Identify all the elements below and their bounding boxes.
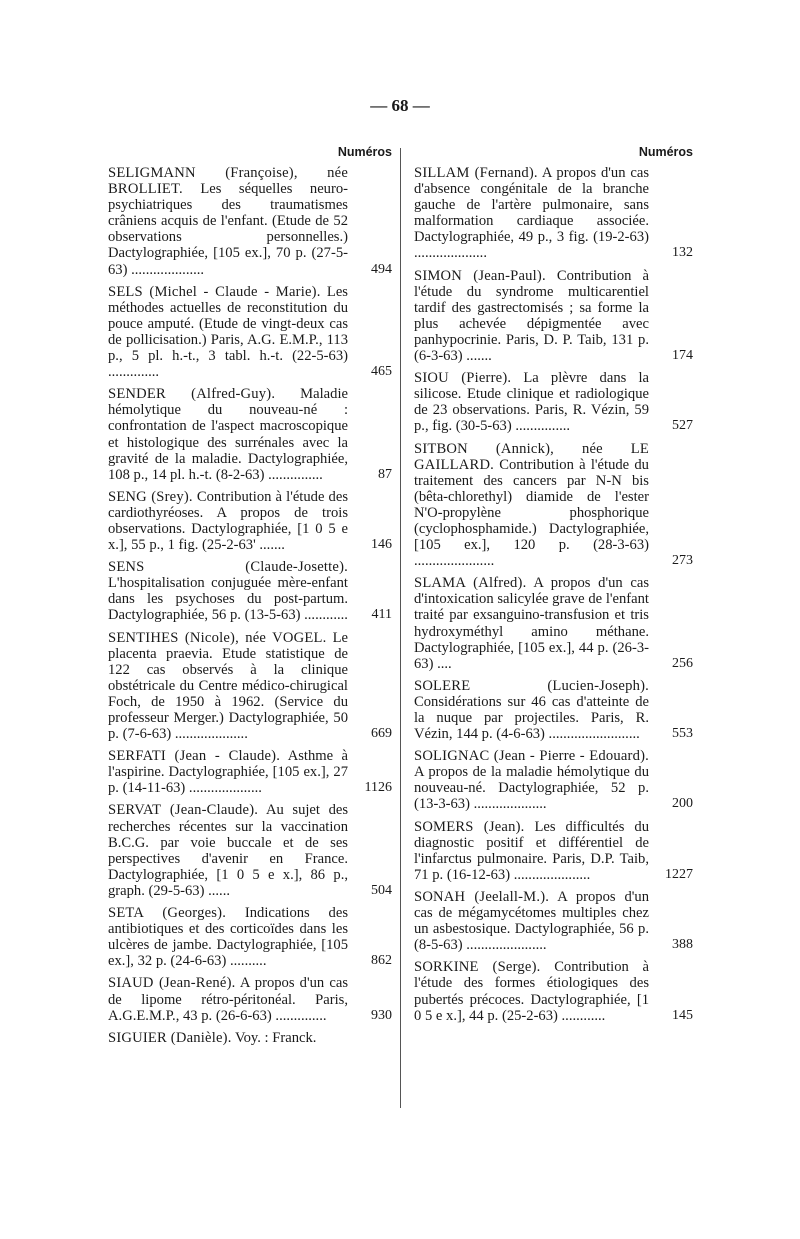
entry-siou — [410, 370, 693, 434]
entry-number: 174 — [672, 348, 693, 364]
page-number: — 68 — — [370, 96, 430, 115]
entry-text: A propos d'un cas d'absence congénitale de la branche gauche de l'artère pulmonaire, sans malformation cardiaque associée. Dactylographiée, 49 p., 3 fig. (19-2-63) .................... — [414, 165, 650, 262]
entry-number: 411 — [371, 607, 392, 623]
entry-sillam — [410, 165, 693, 262]
entry-text: Contribution à l'étude du syndrome multicarentiel tardif des gastrectomisés ; sa forme la plus achevée dépigmentée avec panhypocrinie. Paris, D. P. Taib, 131 p. (6-3-63) ....... — [414, 267, 649, 365]
entry-number: 494 — [371, 261, 392, 277]
entry-author: SORKINE (Serge). — [414, 959, 541, 976]
entry-number: 200 — [672, 796, 693, 812]
entry-author: SOLERE (Lucien-Joseph). — [414, 677, 649, 694]
entry-text: Asthme à l'aspirine. Dactylographiée, [105 ex.], 27 p. (14-11-63) .................... — [108, 748, 349, 797]
entry-sentihes — [104, 630, 392, 743]
entry-sens — [104, 559, 392, 623]
entry-author: SIOU (Pierre). — [414, 370, 512, 387]
entry-number: 273 — [672, 553, 693, 569]
entry-serfati — [104, 748, 392, 796]
entry-author: SERFATI (Jean - Claude). — [108, 748, 281, 765]
entry-author: SOLIGNAC (Jean - Pierre - Edouard). — [414, 748, 649, 765]
entry-solignac — [410, 748, 693, 812]
entry-slama — [410, 575, 693, 672]
entry-sender — [104, 386, 392, 483]
entry-author: SONAH (Jeelall-M.). — [414, 888, 550, 905]
right-column — [410, 145, 693, 1030]
column-header-right: Numéros — [638, 145, 693, 159]
entry-text: L'hospitalisation conjuguée mère-enfant dans les psychoses du post-partum. Dactylographiée, 56 p. (13-5-63) ............ — [108, 575, 348, 624]
entry-sels — [104, 284, 392, 381]
entry-text: Indications des antibiotiques et des corticoïdes dans les ulcères de jambe. Dactylographiée, [105 ex.], 32 p. (24-6-63) .......... — [108, 905, 349, 970]
entry-number: 1227 — [665, 866, 693, 882]
entry-text: Les séquelles neuro-psychiatriques des traumatismes crâniens acquis de l'enfant. (Etude de 52 observations personnelles.) Dactylographiée, [105 ex.], 70 p. (27-5-63) .................... — [108, 181, 348, 278]
left-column — [104, 145, 392, 1052]
entry-author: SILLAM (Fernand). — [414, 165, 538, 181]
entry-author: SIGUIER (Danièle). — [108, 1029, 232, 1046]
entry-text: A propos d'un cas de lipome rétro-péritonéal. Paris, A.G.E.M.P., 43 p. (26-6-63) .............. — [108, 975, 349, 1024]
entry-text: Contribution à l'étude des cardiothyréoses. A propos de trois observations. Dactylographiée, [1 0 5 e x.], 55 p., 1 fig. (25-2-63' ....... — [108, 488, 348, 554]
entry-author: SELS (Michel - Claude - Marie). — [108, 283, 321, 300]
entry-text: Contribution à l'étude des formes étiologiques des pubertés précoces. Dactylographiée, [1 0 5 e x.], 44 p. (25-2-63) ............ — [414, 959, 649, 1024]
entry-author: SERVAT (Jean-Claude). — [108, 802, 259, 819]
entry-text: Les méthodes actuelles de reconstitution du pouce amputé. (Etude de vingt-deux cas de pollicisation.) Paris, A.G. E.M.P., 113 p., 5 pl. h.-t., 3 tabl. h.-t. (22-5-63) .............. — [108, 283, 348, 381]
entry-sitbon — [410, 441, 693, 570]
entry-number: 862 — [371, 953, 392, 969]
entry-siaud — [104, 975, 392, 1023]
entry-siguier — [104, 1030, 392, 1046]
entry-number: 527 — [672, 418, 693, 434]
entry-number: 465 — [371, 364, 392, 380]
column-header-left: Numéros — [337, 145, 392, 159]
entry-somers — [410, 819, 693, 883]
column-divider — [400, 148, 401, 1108]
entry-text: A propos d'un cas de mégamycétomes multiples chez un asbestosique. Dactylographiée, 56 p. (8-5-63) ...................... — [414, 888, 650, 954]
entry-author: SENG (Srey). — [108, 488, 193, 505]
entry-solere — [410, 678, 693, 742]
entry-author: SLAMA (Alfred). — [414, 575, 527, 592]
entry-sorkine — [410, 959, 693, 1023]
entry-number: 87 — [378, 466, 392, 482]
entry-seng — [104, 489, 392, 553]
entry-servat — [104, 802, 392, 899]
entry-text: Maladie hémolytique du nouveau-né : confrontation de l'aspect macroscopique et histologique des surrénales avec la gravité de la maladie. Dactylographiée, 108 p., 14 pl. h.-t. (8-2-63) ............... — [108, 386, 348, 483]
entry-text: Au sujet des recherches récentes sur la vaccination B.C.G. par voie buccale et de ses perspectives d'avenir en France. Dactylographiée, [1 0 5 e x.], 86 p., graph. (29-5-63) ...... — [108, 802, 349, 899]
entry-number: 669 — [371, 726, 392, 742]
entry-seta — [104, 905, 392, 969]
entry-author: SENS (Claude-Josette). — [108, 559, 348, 576]
entry-text: A propos de la maladie hémolytique du nouveau-né. Dactylographiée, 52 p. (13-3-63) .................... — [414, 764, 649, 813]
entry-seligmann — [104, 165, 392, 278]
entry-number: 1126 — [364, 780, 392, 796]
entry-author: SIMON (Jean-Paul). — [414, 267, 546, 284]
entry-number: 256 — [672, 655, 693, 671]
entry-author: SOMERS (Jean). — [414, 818, 525, 835]
entry-author: SENDER (Alfred-Guy). — [108, 386, 276, 403]
entry-text: A propos d'un cas d'intoxication salicylée grave de l'enfant traité par exsanguino-transfusion et tris hydroxyméthyl amino méthane. Dactylographiée, [105 ex.], 44 p. (26-3-63) .... — [414, 575, 650, 672]
entry-text: Voy. : Franck. — [234, 1029, 317, 1046]
entry-text: La plèvre dans la silicose. Etude clinique et radiologique de 23 observations. Paris, R. Vézin, 59 p., fig. (30-5-63) ............... — [414, 370, 649, 435]
entry-text: Le placenta praevia. Etude statistique de 122 cas observés à la clinique obstétricale du Centre médico-chirugical Foch, de 1950 à 1962. (Service du professeur Merger.) Dactylographiée, 50 p. (7-6-63) .................... — [108, 629, 348, 743]
entry-number: 930 — [371, 1007, 392, 1023]
entry-author: SELIGMANN (Françoise), née BROLLIET. — [108, 165, 348, 198]
entry-text: Les difficultés du diagnostic positif et différentiel de l'infarctus pulmonaire. Paris, D.P. Taib, 71 p. (16-12-63) ..................... — [414, 818, 649, 883]
entry-simon — [410, 268, 693, 365]
entry-author: SETA (Georges). — [108, 905, 227, 922]
entry-text: Considérations sur 46 cas d'atteinte de la nuque par projectiles. Paris, R. Vézin, 144 p. (4-6-63) ......................... — [414, 693, 649, 743]
entry-number: 388 — [672, 937, 693, 953]
entry-number: 504 — [371, 882, 392, 898]
entry-number: 145 — [672, 1007, 693, 1023]
entry-author: SITBON (Annick), née LE GAILLARD. — [414, 440, 649, 473]
entry-author: SENTIHES (Nicole), née VOGEL. — [108, 629, 327, 646]
entry-text: Contribution à l'étude du traitement des cancers par N-N bis (bêta-chlorethyl) diamide de l'ester N'O-propylène phosphorique (cyclophosphamide.) Dactylographiée, [105 ex.], 120 p. (28-3-63) ...................... — [414, 456, 649, 570]
entry-number: 132 — [672, 245, 693, 261]
entry-author: SIAUD (Jean-René). — [108, 975, 236, 992]
entry-number: 146 — [371, 537, 392, 553]
entry-sonah — [410, 889, 693, 953]
entry-number: 553 — [672, 726, 693, 742]
